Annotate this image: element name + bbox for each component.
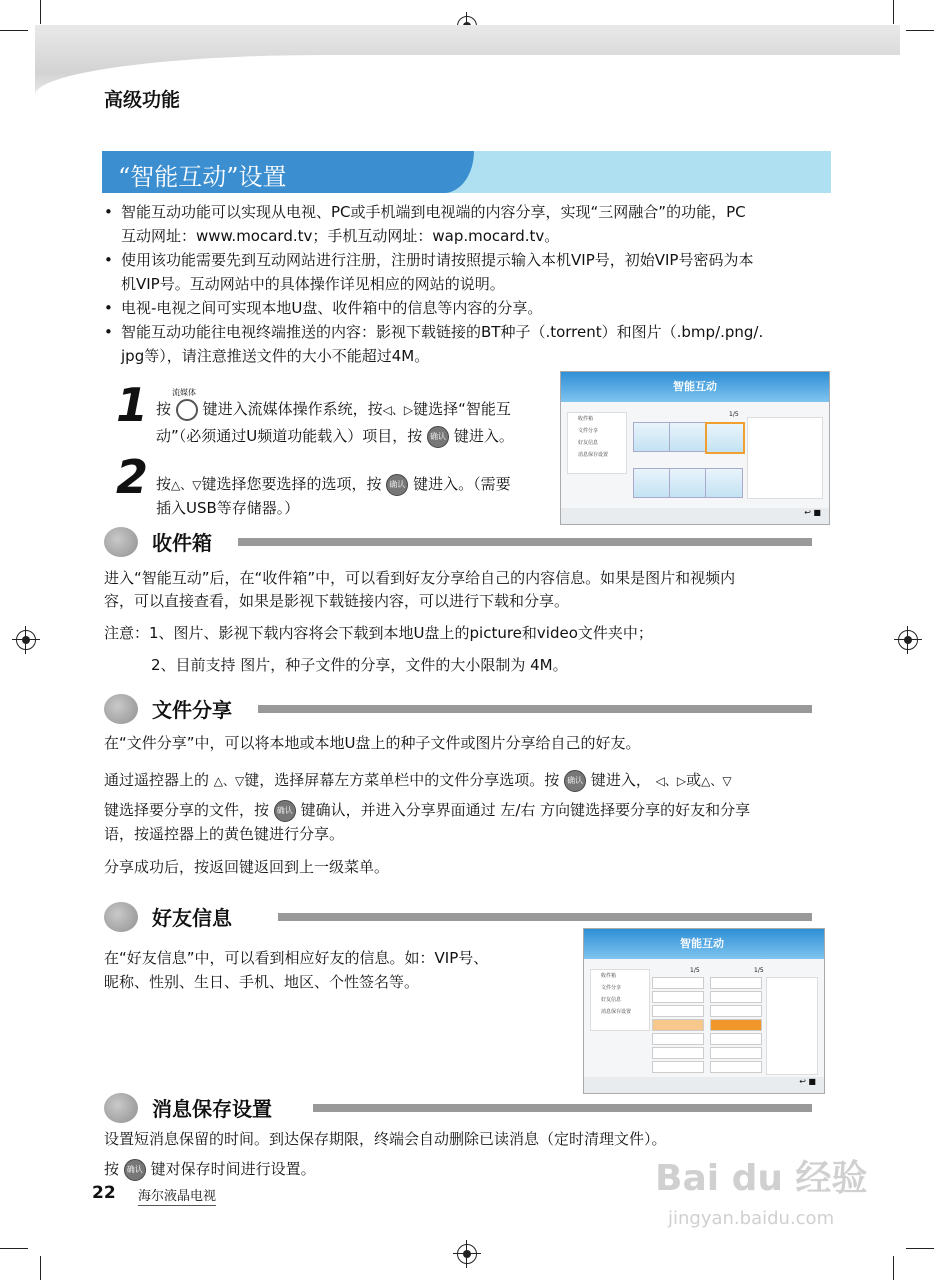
ok-button-icon: 确认 [564, 770, 586, 792]
step-number: 1 [116, 378, 149, 432]
screenshot-detail-panel [766, 977, 818, 1075]
bullet-2-line-2: 机VIP号。互动网站中的具体操作详见相应的网站的说明。 [121, 275, 505, 293]
section-bullet-icon [104, 902, 138, 932]
screenshot-footer: ↩ ■ [561, 508, 829, 524]
inbox-note-1: 注意：1、图片、影视下载内容将会下载到本地U盘上的picture和video文件夹中； [104, 624, 653, 642]
crop-mark [40, 1256, 41, 1280]
watermark-logo: Bai du 经验 [655, 1158, 868, 1199]
section-title-bar [102, 151, 831, 193]
chapter-title: 高级功能 [104, 89, 181, 111]
bullet-1-line-1: 智能互动功能可以实现从电视、PC或手机端到电视端的内容分享，实现“三网融合”的功能，PC [121, 203, 746, 221]
step2-line-2: 插入USB等存储器。） [156, 499, 300, 517]
share-paragraph-4: 语，按遥控器上的黄色键进行分享。 [104, 825, 345, 843]
bullet-3-line-1: 电视-电视之间可实现本地U盘、收件箱中的信息等内容的分享。 [121, 299, 543, 317]
share-paragraph-3: 键选择要分享的文件，按 确认 键确认，并进入分享界面通过 左/右 方向键选择要分享的好友和分享 [104, 798, 750, 822]
screenshot-menu-item: 文件分享 [601, 985, 622, 991]
ok-button-icon: 确认 [427, 426, 449, 448]
crop-mark [40, 0, 41, 24]
bullet-4-line-2: jpg等），请注意推送文件的大小不能超过4M。 [121, 347, 430, 365]
share-paragraph-1: 在“文件分享”中，可以将本地或本地U盘上的种子文件或图片分享给自己的好友。 [104, 734, 641, 752]
screenshot-page-left: 1/5 [690, 967, 700, 974]
bullet-dot: • [104, 299, 113, 317]
section-bullet-icon [104, 694, 138, 724]
crop-mark [0, 30, 28, 31]
ok-button-icon: 确认 [274, 800, 296, 822]
stream-media-button-icon [176, 399, 198, 421]
screenshot-detail-panel [747, 417, 823, 499]
screenshot-menu-item: 收件箱 [578, 416, 594, 422]
tv-screenshot-inbox [560, 371, 830, 525]
screenshot-menu-item: 好友信息 [578, 440, 599, 446]
screenshot-footer: ↩ ■ [584, 1077, 824, 1093]
bullet-dot: • [104, 251, 113, 269]
bullet-dot: • [104, 323, 113, 341]
screenshot-logo: 智能互动 [673, 380, 717, 393]
step1-line-2: 动”（必须通过U频道功能载入）项目，按 确认 键进入。 [156, 424, 514, 448]
section-bullet-icon [104, 1093, 138, 1123]
crop-mark [893, 1256, 894, 1280]
screenshot-menu-item: 消息保存设置 [601, 1009, 632, 1015]
stream-button-label: 流媒体 [172, 388, 196, 397]
screenshot-page-right: 1/5 [754, 967, 764, 974]
message-save-paragraph-1: 设置短消息保留的时间。到达保存期限，终端会自动删除已读消息（定时清理文件）。 [104, 1130, 667, 1148]
screenshot-page-indicator: 1/5 [729, 411, 739, 418]
screenshot-menu-item: 消息保存设置 [578, 452, 609, 458]
bullet-2-line-1: 使用该功能需要先到互动网站进行注册，注册时请按照提示输入本机VIP号，初始VIP号密码为本 [121, 251, 754, 269]
friend-paragraph-line-2: 昵称、性别、生日、手机、地区、个性签名等。 [104, 973, 420, 991]
registration-mark [457, 1244, 477, 1264]
screenshot-menu-item: 好友信息 [601, 997, 622, 1003]
step1-line-1: 按 键进入流媒体操作系统，按◁、▷键选择“智能互 [156, 397, 511, 422]
share-paragraph-5: 分享成功后，按返回键返回到上一级菜单。 [104, 858, 390, 876]
step2-line-1: 按△、▽键选择您要选择的选项，按 确认 键进入。（需要 [156, 472, 511, 497]
message-save-paragraph-2: 按 确认 键对保存时间进行设置。 [104, 1157, 316, 1181]
registration-mark [898, 630, 918, 650]
share-paragraph-2: 通过遥控器上的 △、▽键，选择屏幕左方菜单栏中的文件分享选项。按 确认 键进入， ◁、▷或△、▽ [104, 768, 732, 793]
bullet-dot: • [104, 203, 113, 221]
step-number: 2 [116, 450, 149, 504]
crop-mark [906, 30, 934, 31]
screenshot-menu-item: 文件分享 [578, 428, 599, 434]
registration-mark [16, 630, 36, 650]
screenshot-logo: 智能互动 [680, 937, 724, 950]
section-bullet-icon [104, 527, 138, 557]
crop-mark [893, 0, 894, 24]
tv-screenshot-friends [583, 928, 825, 1094]
crop-mark [906, 1248, 934, 1249]
page-number: 22 [92, 1183, 116, 1203]
section-title: “智能互动”设置 [118, 163, 287, 191]
bullet-4-line-1: 智能互动功能往电视终端推送的内容：影视下载链接的BT种子（.torrent）和图片（.bmp/.png/. [121, 323, 764, 341]
ok-button-icon: 确认 [386, 474, 408, 496]
footer-brand: 海尔液晶电视 [138, 1185, 216, 1206]
inbox-paragraph-line-2: 容，可以直接查看，如果是影视下载链接内容，可以进行下载和分享。 [104, 592, 570, 610]
inbox-note-2: 2、目前支持 图片，种子文件的分享，文件的大小限制为 4M。 [151, 656, 568, 674]
crop-mark [0, 1248, 28, 1249]
bullet-1-line-2: 互动网址：www.mocard.tv；手机互动网址：wap.mocard.tv。 [121, 227, 560, 245]
watermark-url: jingyan.baidu.com [668, 1208, 835, 1229]
screenshot-menu-item: 收件箱 [601, 973, 617, 979]
ok-button-icon: 确认 [124, 1159, 146, 1181]
friend-paragraph-line-1: 在“好友信息”中，可以看到相应好友的信息。如：VIP号、 [104, 949, 489, 967]
inbox-paragraph-line-1: 进入“智能互动”后，在“收件箱”中，可以看到好友分享给自己的内容信息。如果是图片和视频内 [104, 569, 736, 587]
